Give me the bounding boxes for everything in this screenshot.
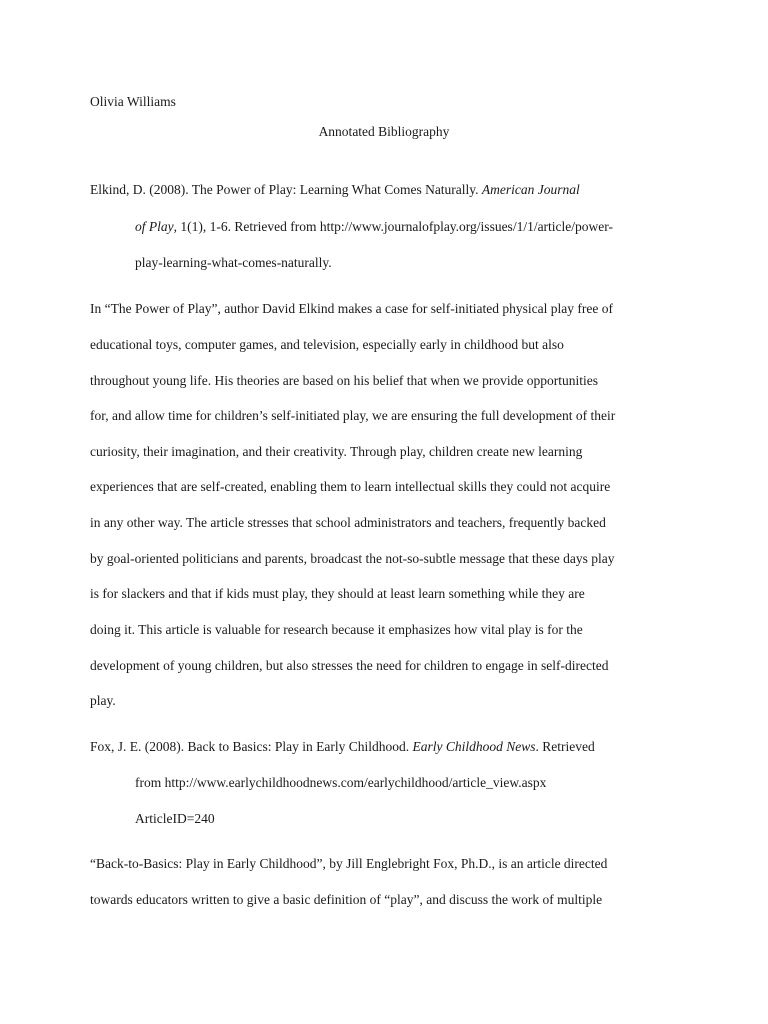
citation-text: Fox, J. E. (2008). Back to Basics: Play in Early Childhood. <box>90 739 413 754</box>
annotation-1-line: in any other way. The article stresses that school administrators and teachers, frequently backed <box>90 515 606 530</box>
annotation-1-line: play. <box>90 693 116 708</box>
annotation-1-line: is for slackers and that if kids must play, they should at least learn something while they are <box>90 586 585 601</box>
citation-1-line-2 <box>135 219 613 235</box>
author-name: Olivia Williams <box>90 94 176 109</box>
annotation-2-line: “Back-to-Basics: Play in Early Childhood”, by Jill Englebright Fox, Ph.D., is an article directed <box>90 856 608 871</box>
document-title: Annotated Bibliography <box>318 124 450 139</box>
citation-text: Elkind, D. (2008). The Power of Play: Learning What Comes Naturally. <box>90 182 482 197</box>
annotation-1-line: curiosity, their imagination, and their creativity. Through play, children create new learning <box>90 444 583 459</box>
citation-2-line-1 <box>90 739 595 755</box>
citation-1-line-1 <box>90 182 580 198</box>
citation-2-line-3: ArticleID=240 <box>135 811 215 826</box>
annotation-1-line: development of young children, but also stresses the need for children to engage in self-directed <box>90 658 609 673</box>
citation-text: , 1(1), 1-6. Retrieved from http://www.journalofplay.org/issues/1/1/article/power- <box>173 219 614 234</box>
annotation-1-line: In “The Power of Play”, author David Elkind makes a case for self-initiated physical play free of <box>90 301 613 316</box>
annotation-1-line: throughout young life. His theories are based on his belief that when we provide opportunities <box>90 373 599 388</box>
annotation-1-line: for, and allow time for children’s self-initiated play, we are ensuring the full development of their <box>90 408 616 423</box>
annotation-1-line: educational toys, computer games, and television, especially early in childhood but also <box>90 337 564 352</box>
annotation-1-line: experiences that are self-created, enabling them to learn intellectual skills they could not acquire <box>90 479 611 494</box>
citation-text: . Retrieved <box>535 739 595 754</box>
journal-title: American Journal <box>481 182 580 197</box>
citation-2-line-2: from http://www.earlychildhoodnews.com/earlychildhood/article_view.aspx <box>135 775 547 790</box>
annotation-1-line: by goal-oriented politicians and parents, broadcast the not-so-subtle message that these days play <box>90 551 615 566</box>
journal-title: of Play <box>135 219 174 234</box>
journal-title: Early Childhood News <box>412 739 536 754</box>
annotation-1-line: doing it. This article is valuable for research because it emphasizes how vital play is for the <box>90 622 583 637</box>
annotation-2-line: towards educators written to give a basic definition of “play”, and discuss the work of multiple <box>90 892 603 907</box>
citation-1-line-3: play-learning-what-comes-naturally. <box>135 255 332 270</box>
